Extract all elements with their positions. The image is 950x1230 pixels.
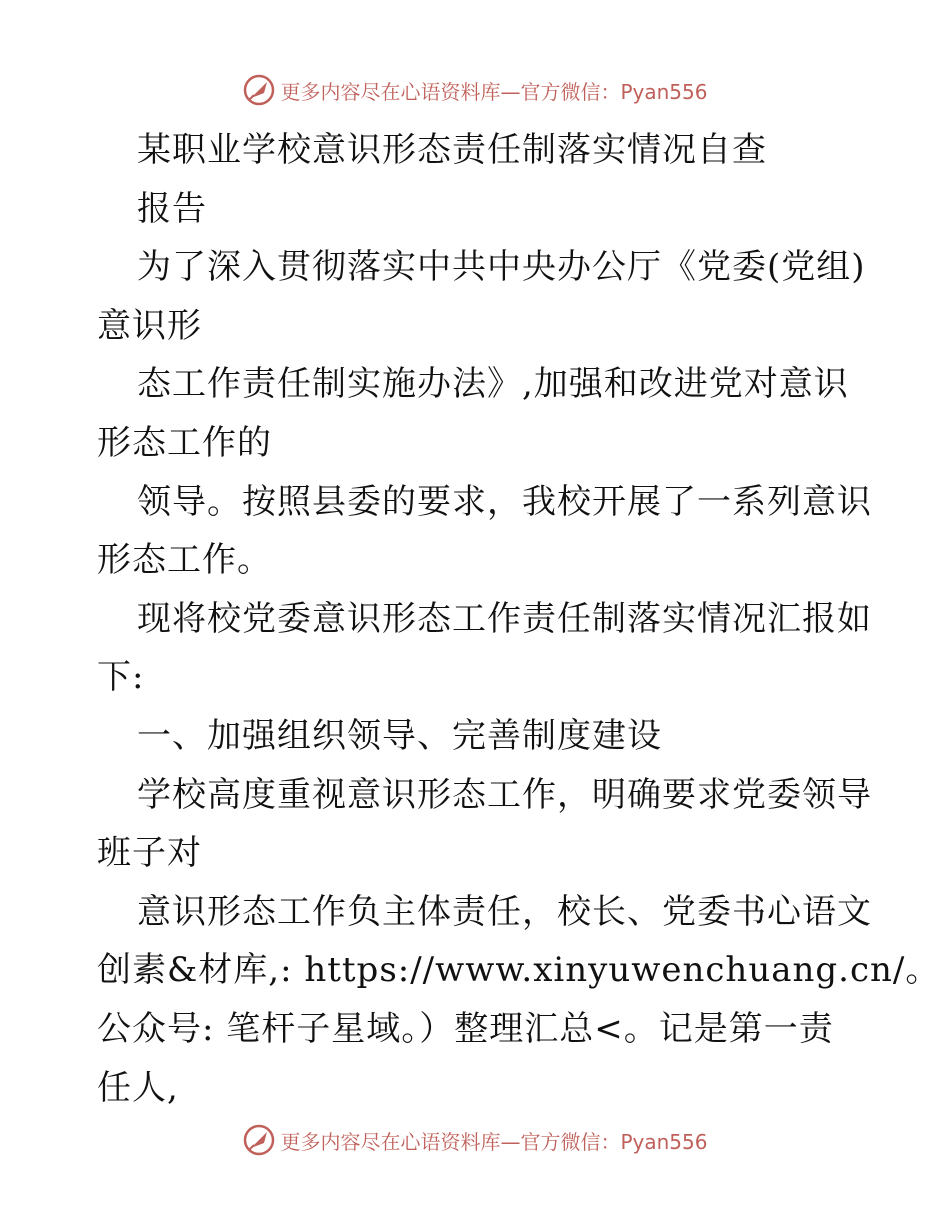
doc-line: 创素&材库,: https://www.xinyuwenchuang.cn/。 [97,950,941,991]
banner-text: 更多内容尽在心语资料库 [280,1129,501,1154]
doc-line: 态工作责任制实施办法》,加强和改进党对意识 [137,364,849,405]
doc-line: 形态工作的 [97,422,272,463]
doc-line: 班子对 [97,833,202,874]
header-watermark-banner [0,70,950,110]
document-body [97,121,941,1117]
doc-line: 下: [97,657,145,698]
footer-watermark-banner [0,1120,950,1160]
doc-line: 任人, [97,1067,179,1108]
doc-line: 现将校党委意识形态工作责任制落实情况汇报如 [137,598,872,639]
doc-line: 某职业学校意识形态责任制落实情况自查 [137,130,767,170]
banner-official: 官方微信：Pyan556 [520,79,708,104]
doc-line: 领导。按照县委的要求，我校开展了一系列意识 [137,481,872,522]
doc-line: 学校高度重视意识形态工作，明确要求党委领导 [137,774,872,815]
doc-line: 一、加强组织领导、完善制度建设 [137,715,662,756]
doc-line: 意识形态工作负主体责任，校长、党委书心语文 [137,891,872,932]
doc-line: 报告 [137,188,207,229]
doc-line: 公众号: 笔杆子星域。）整理汇总<。记是第一责 [97,1008,834,1049]
quill-logo-icon [242,73,276,107]
banner-dash: — [500,79,521,104]
banner-text: 更多内容尽在心语资料库 [280,79,501,104]
doc-line: 意识形 [97,305,202,346]
banner-dash: — [500,1129,521,1154]
doc-line: 为了深入贯彻落实中共中央办公厅《党委(党组) [137,247,866,288]
quill-logo-icon [242,1123,276,1157]
banner-official: 官方微信：Pyan556 [520,1129,708,1154]
doc-line: 形态工作。 [97,540,272,581]
